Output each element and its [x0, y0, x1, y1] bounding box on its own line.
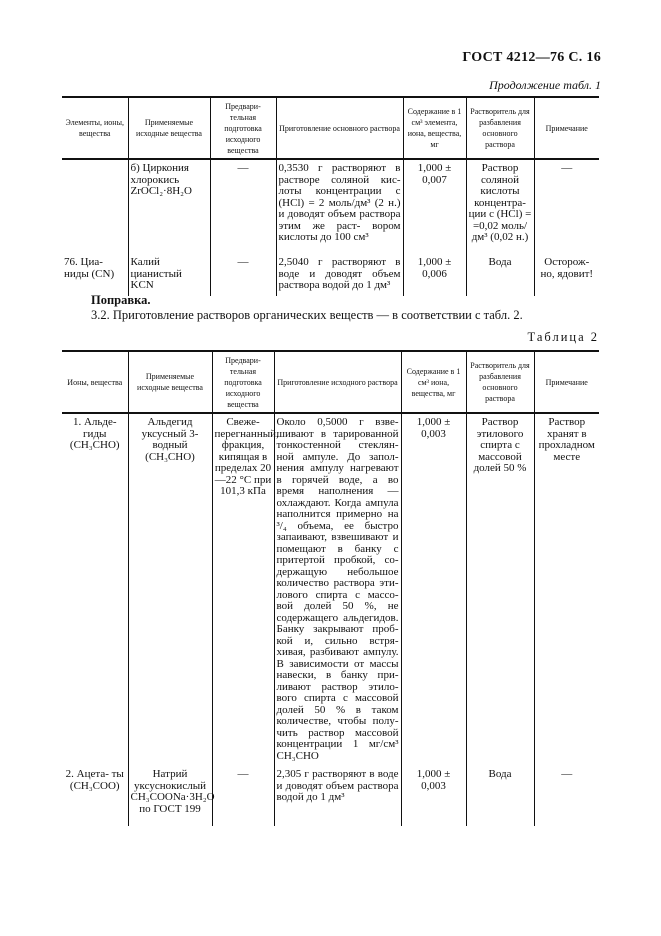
- t1-col-content: Содержание в 1 см³ элемента, иона, вещества, мг: [403, 97, 466, 159]
- cell-note: —: [534, 766, 599, 826]
- t1-col-element: Элементы, ионы, вещества: [62, 97, 128, 159]
- cell-element: 1. Альде- гиды (CH₃CHO): [69, 416, 120, 451]
- table-row: [62, 159, 599, 254]
- cell-solvent: Раствор соляной кислоты концентра- ции c (HCl) = =0,02 моль/дм³ (0,02 н.): [466, 159, 534, 254]
- t1-col-substance: Применяемые исходные вещества: [128, 97, 210, 159]
- cell-note: —: [534, 159, 599, 254]
- table-continuation-label: Продолжение табл. 1: [489, 78, 601, 92]
- cell-solution: 2,305 г растворяют в воде и доводят объем раствора водой до 1 дм³: [274, 766, 401, 826]
- cell-substance: [128, 254, 210, 296]
- t2-col-prep: Предвари- тельная подготовка исходного вещества: [212, 351, 274, 413]
- page-header-title: ГОСТ 4212—76 С. 16: [462, 50, 601, 65]
- cell-prep: —: [212, 766, 274, 826]
- cell-element: 2. Ацета- ты (CH₃COO): [65, 768, 124, 792]
- t2-col-note: Примечание: [534, 351, 599, 413]
- table-2: [62, 350, 599, 826]
- t2-col-content: Содержание в 1 см³ иона, вещества, мг: [401, 351, 466, 413]
- table-1: [62, 96, 599, 296]
- cell-prep: —: [210, 254, 276, 296]
- cell-note: Раствор хранят в прохладном месте: [534, 413, 599, 766]
- t1-col-solution: Приготовление основного раствора: [276, 97, 403, 159]
- substance-name: Калий цианистый KCN: [130, 256, 182, 291]
- t2-col-solvent: Растворитель для разбавления основного раствора: [466, 351, 534, 413]
- cell-substance: Альдегид уксусный 3-водный (CH₃CHO): [128, 413, 212, 766]
- cell-content: 1,000 ± 0,003: [401, 413, 466, 766]
- cell-note: Осторож- но, ядовит!: [534, 254, 599, 296]
- cell-solvent: Вода: [466, 766, 534, 826]
- table-row: [62, 766, 599, 826]
- t2-col-substance: Применяемые исходные вещества: [128, 351, 212, 413]
- cell-prep: —: [210, 159, 276, 254]
- cell-solvent: Раствор этилового спирта с массовой долей 50 %: [466, 413, 534, 766]
- cell-solvent: Вода: [466, 254, 534, 296]
- amendment-text: 3.2. Приготовление растворов органических веществ — в соответствии с табл. 2.: [91, 308, 523, 322]
- t1-col-solvent: Растворитель для разбавления основного раствора: [466, 97, 534, 159]
- cell-solution: 0,3530 г растворяют в растворе соляной кис- лоты концентрации c (HCl) = 2 моль/дм³ (2 н.) и доводят объем раствора этим же раст- вором кислоты до 100 см³: [276, 159, 403, 254]
- cell-content: 1,000 ± 0,006: [403, 254, 466, 296]
- substance-name: б) Циркония хлорокись: [130, 162, 189, 186]
- substance-formula: ZrOCl₂·8H₂O: [130, 185, 192, 197]
- t1-col-note: Примечание: [534, 97, 599, 159]
- cell-substance: Натрий уксуснокислый CH₃COONa·3H₂O по ГОСТ 199: [128, 766, 212, 826]
- cell-solution: Около 0,5000 г взве- шивают в тарированной тонкостенной стеклян- ной ампуле. До запол- нения ампулу нагревают в горячей воде, а во время наполнения — охлаждают. Когда ампула наполнится примерно на ³/₄ объема, ее быстро запаивают, взвешивают и помещают в банку с притертой пробкой, со- держащую небольшое количество раствора эти- лового спирта с массо- вой долей 50 %, не содержащего альдегидов. Банку закрывают проб- кой и, сильно встря- хивая, разбивают ампулу. В зависимости от массы навески, в банку при- ливают раствор этило- вого спирта с массовой долей 50 % в таком количестве, чтобы полу- чить раствор массовой концентрации 1 мг/см³ CH₃CHO: [274, 413, 401, 766]
- cell-content: 1,000 ± 0,007: [403, 159, 466, 254]
- cell-prep: Свеже- перегнанный, фракция, кипящая в пределах 20—22 °С при 101,3 кПа: [212, 413, 274, 766]
- table-row: [62, 413, 599, 766]
- cell-content: 1,000 ± 0,003: [401, 766, 466, 826]
- t2-col-ion: Ионы, вещества: [62, 351, 128, 413]
- cell-element: [62, 159, 128, 254]
- t1-col-prep: Предвари- тельная подготовка исходного вещества: [210, 97, 276, 159]
- cell-substance: [128, 159, 210, 254]
- amendment-title: Поправка.: [91, 293, 151, 307]
- cell-solution: 2,5040 г растворяют в воде и доводят объем раствора водой до 1 дм³: [276, 254, 403, 296]
- t2-col-solution: Приготовление исходного раствора: [274, 351, 401, 413]
- table-row: [62, 254, 599, 296]
- table-2-label: Таблица 2: [527, 330, 599, 344]
- cell-element: 76. Циа- ниды (CN): [64, 256, 115, 280]
